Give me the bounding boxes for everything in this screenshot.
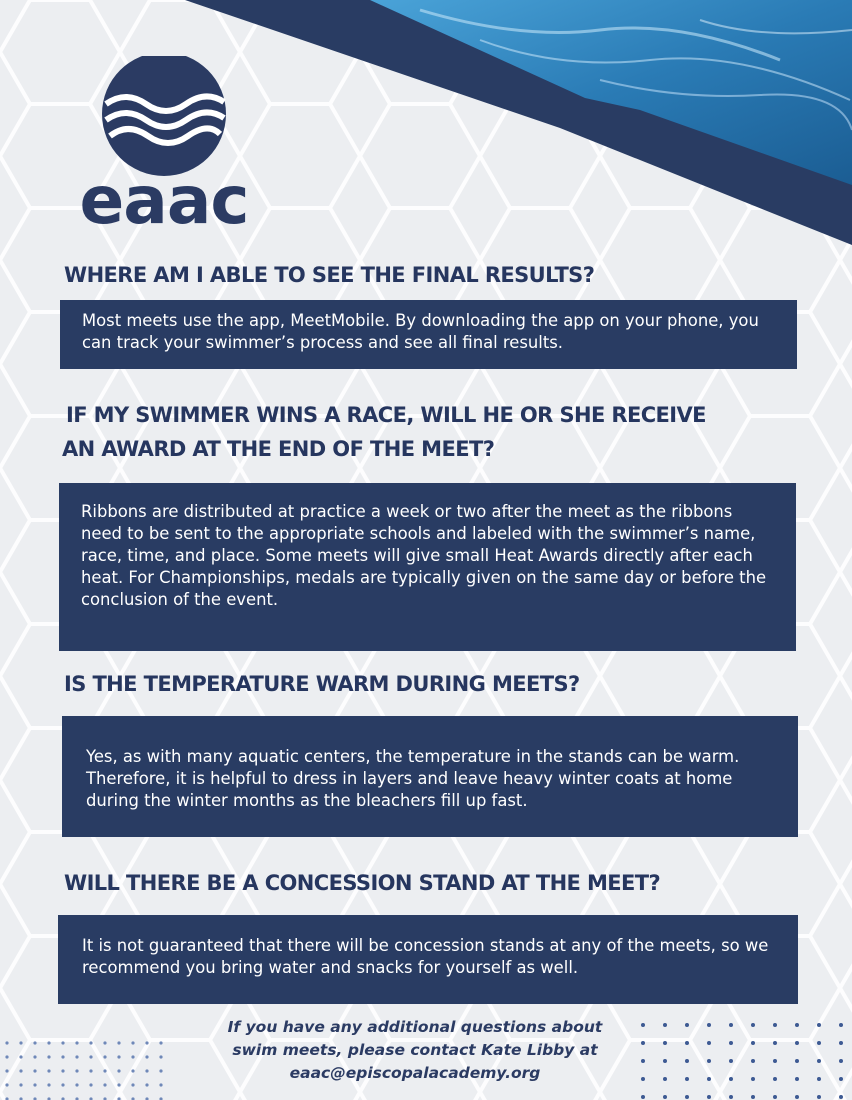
faq-question-award-line1: IF MY SWIMMER WINS A RACE, WILL HE OR SHE RECEIVE [66,403,706,427]
logo-text: eaac [79,162,249,239]
faq-question-award-line2: AN AWARD AT THE END OF THE MEET? [62,437,495,461]
dot-pattern-left [0,1036,165,1100]
contact-email: eaac@episcopalacademy.org [289,1064,541,1082]
contact-line-1: If you have any additional questions about [227,1018,603,1036]
faq-answer-concession: It is not guaranteed that there will be concession stands at any of the meets, so we recommend you bring water and snacks for yourself as well. [58,915,798,1004]
faq-answer-award: Ribbons are distributed at practice a week or two after the meet as the ribbons need to be sent to the appropriate schools and labeled with the swimmer’s name, race, time, and place. Some meets will give small Heat Awards directly after each heat. For Championships, medals are typically given on the same day or before the conclusion of the event. [59,483,796,651]
faq-answer-temperature: Yes, as with many aquatic centers, the temperature in the stands can be warm. Therefore, it is helpful to dress in layers and leave heavy winter coats at home during the winter months as the bleachers fill up fast. [62,716,798,837]
faq-question-concession: WILL THERE BE A CONCESSION STAND AT THE MEET? [64,871,661,895]
faq-question-results: WHERE AM I ABLE TO SEE THE FINAL RESULTS? [64,263,595,287]
dot-pattern-right [632,1016,852,1100]
contact-line-2: swim meets, please contact Kate Libby at [232,1041,598,1059]
contact-note [190,1016,640,1085]
faq-answer-results: Most meets use the app, MeetMobile. By downloading the app on your phone, you can track your swimmer’s process and see all final results. [60,300,797,369]
faq-question-temperature: IS THE TEMPERATURE WARM DURING MEETS? [64,672,580,696]
